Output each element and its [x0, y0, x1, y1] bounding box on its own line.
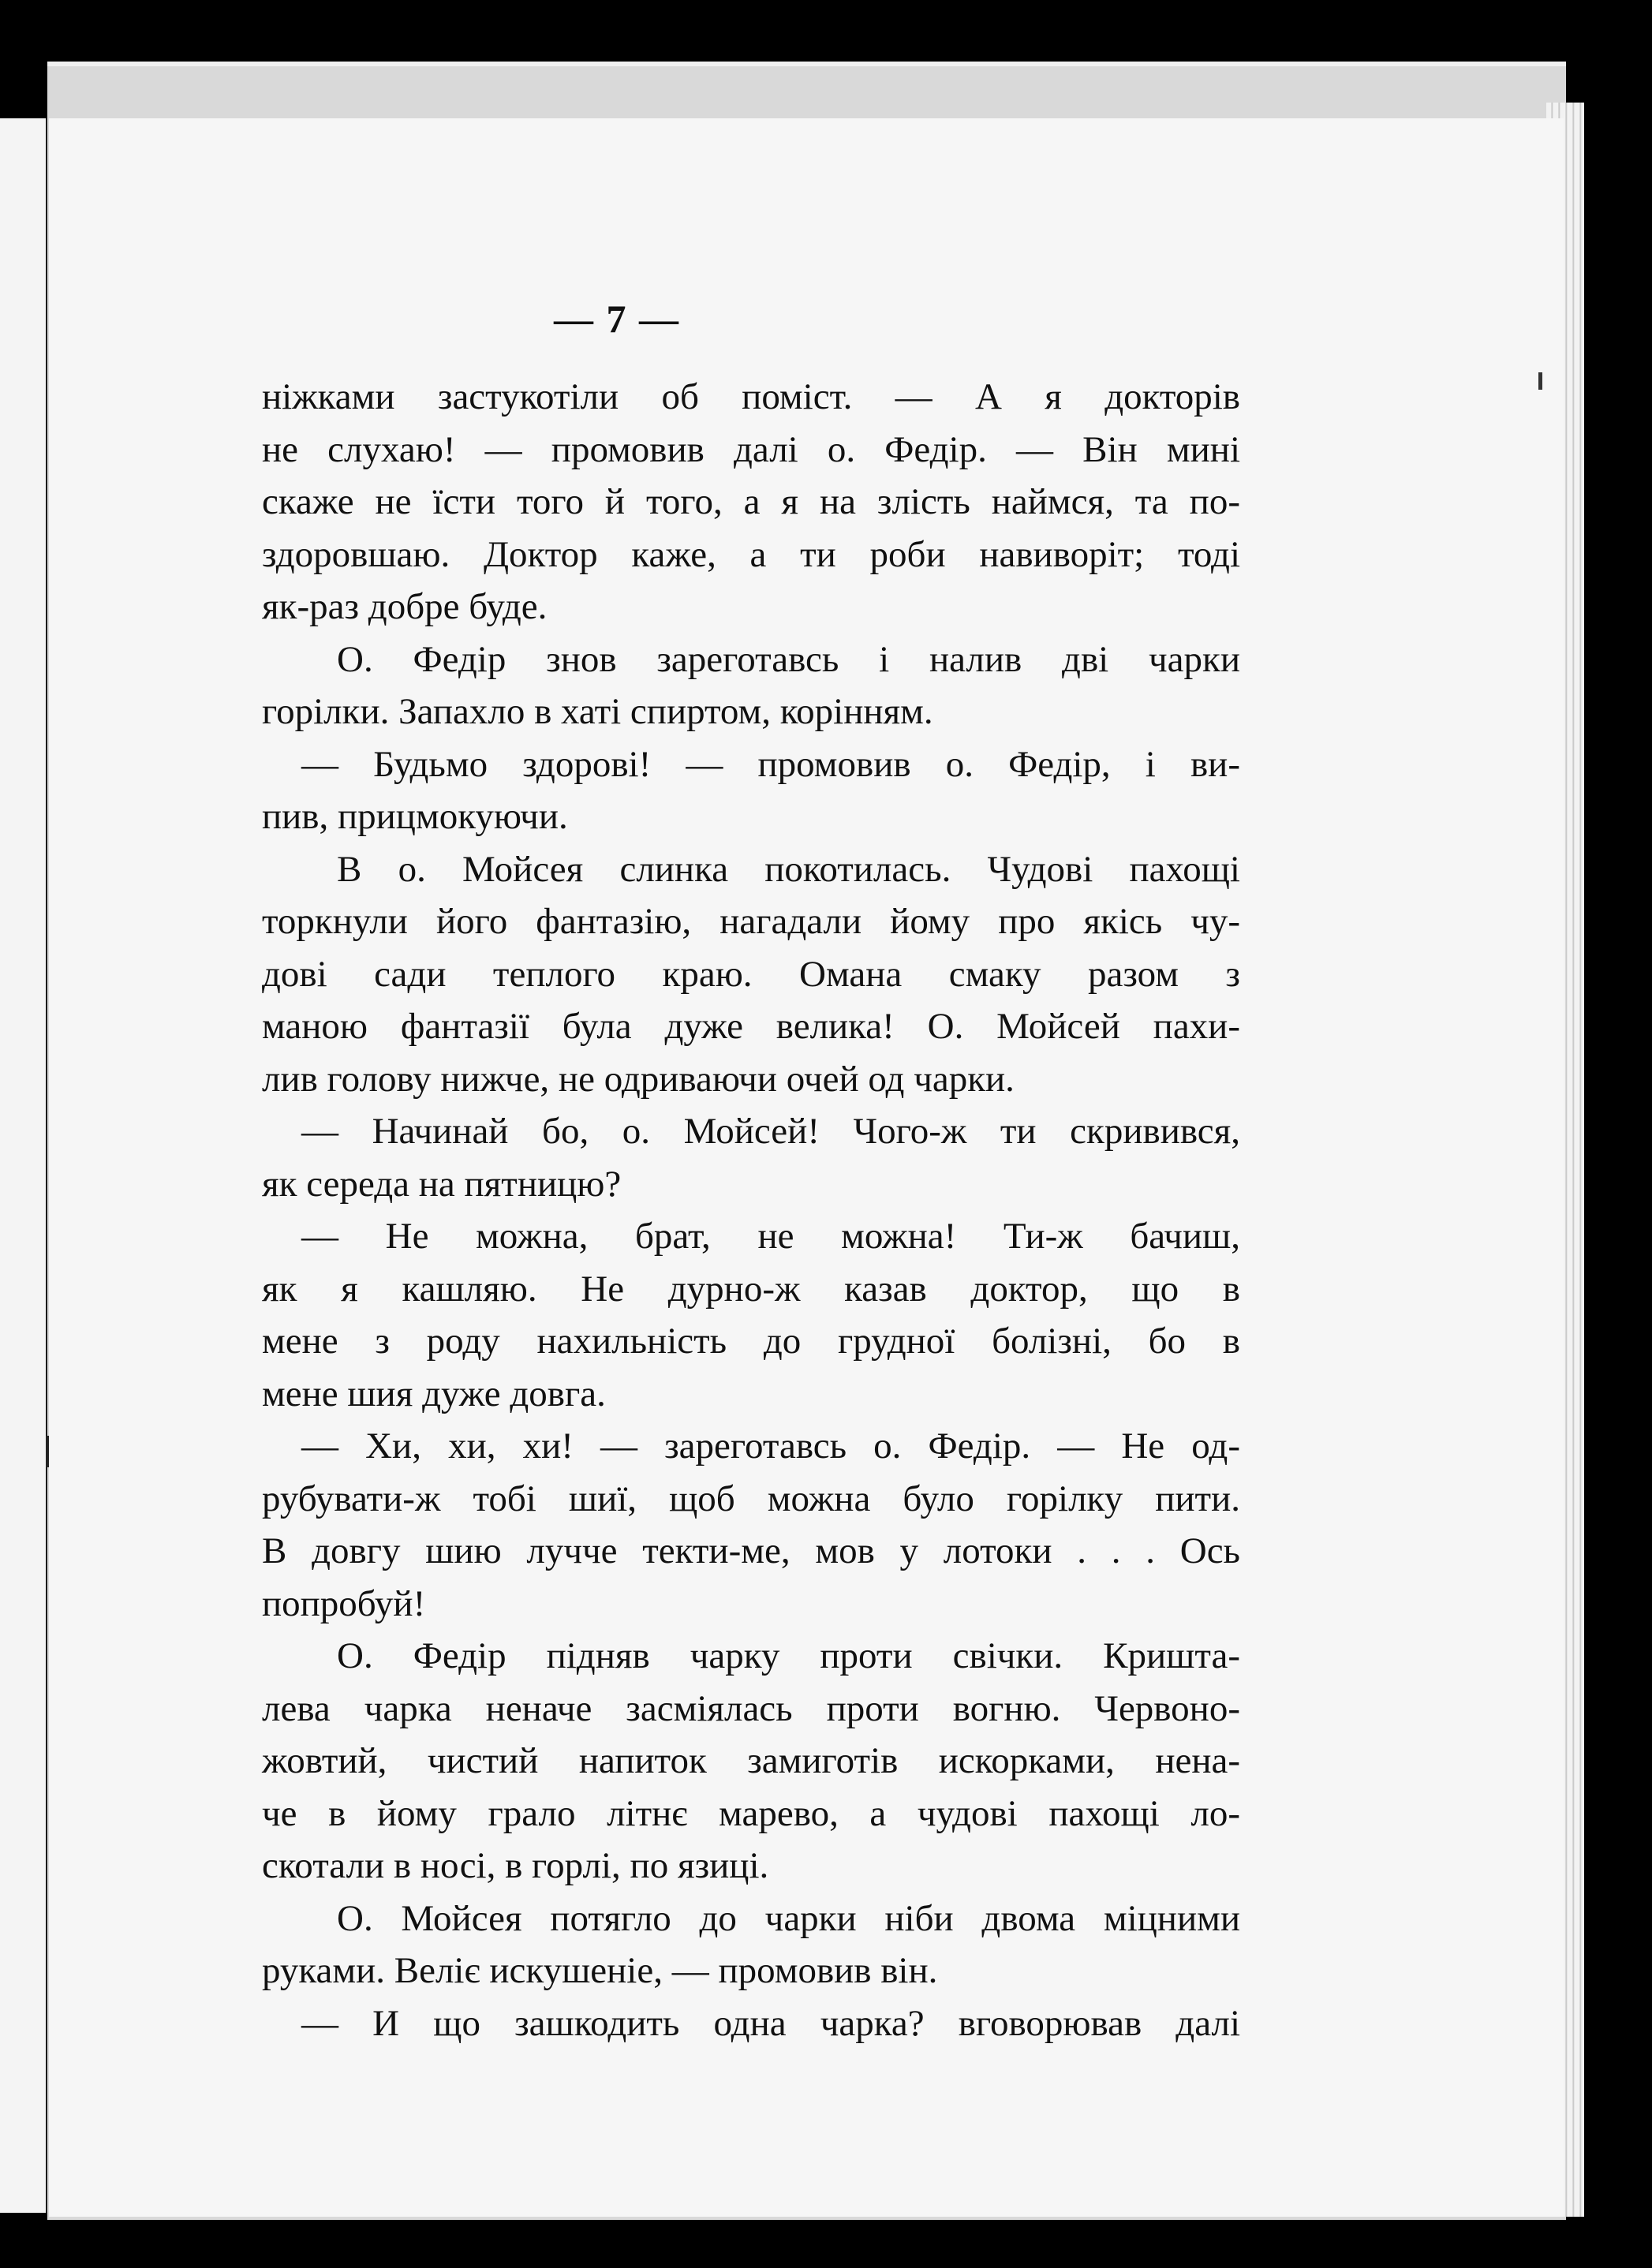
text-line: як-раз добре буде. — [262, 586, 548, 627]
text-line: не слухаю! — промовив далі о. Федір. — Він мині — [262, 428, 1240, 470]
text-line: торкнули його фантазію, нагадали йому про якісь чу- — [262, 901, 1240, 942]
text-line: руками. Веліє искушеніе, — промовив він. — [262, 1950, 938, 1991]
text-line: че в йому грало літнє марево, а чудові пахощі ло- — [262, 1792, 1240, 1834]
text-line: — Не можна, брат, не можна! Ти-ж бачиш, — [301, 1216, 1240, 1257]
body-text — [262, 371, 1240, 2049]
text-line: В довгу шию лучче текти-ме, мов у лотоки . . . Ось — [262, 1530, 1240, 1571]
text-line: О. Мойсея потягло до чарки ніби двома міцними — [337, 1897, 1240, 1939]
text-line: лева чарка неначе засміялась проти вогню. Червоно- — [262, 1687, 1240, 1729]
text-line: В о. Мойсея слинка покотилась. Чудові пахощі — [337, 848, 1240, 890]
text-line: як середа на пятницю? — [262, 1163, 622, 1205]
text-line: скотали в носі, в горлі, по язиці. — [262, 1845, 769, 1886]
text-line: — И що зашкодить одна чарка? вговорював далі — [301, 2002, 1240, 2044]
page-speck — [1538, 372, 1542, 390]
text-line: — Будьмо здорові! — промовив о. Федір, і ви- — [301, 743, 1240, 785]
text-line: дові сади теплого краю. Омана смаку разом з — [262, 953, 1240, 995]
text-line: як я кашляю. Не дурно-ж казав доктор, що в — [262, 1268, 1240, 1310]
text-line: скаже не їсти того й того, а я на злість наймся, та по- — [262, 481, 1240, 522]
text-line: пив, прицмокуючи. — [262, 796, 568, 837]
text-line: маною фантазії була дуже велика! О. Мойсей пахи- — [262, 1006, 1240, 1047]
text-line: мене шия дуже довга. — [262, 1373, 606, 1414]
text-line: О. Федір підняв чарку проти свічки. Кришта- — [337, 1635, 1240, 1676]
text-line: — Хи, хи, хи! — зареготавсь о. Федір. — Не од- — [301, 1425, 1240, 1467]
text-line: попробуй! — [262, 1582, 426, 1624]
text-line: ніжками застукотіли об поміст. — А я докторів — [262, 376, 1240, 417]
book-page — [49, 118, 1564, 2217]
page-number: — 7 — — [554, 297, 680, 341]
text-line: горілки. Запахло в хаті спиртом, корінням. — [262, 691, 933, 732]
text-line: лив голову нижче, не одриваючи очей од чарки. — [262, 1058, 1015, 1100]
text-line: О. Федір знов зареготавсь і налив дві чарки — [337, 638, 1240, 680]
text-line: здоровшаю. Доктор каже, а ти роби навиворіт; тоді — [262, 533, 1240, 575]
text-line: рубувати-ж тобі шиї, щоб можна було горілку пити. — [262, 1478, 1240, 1519]
text-line: жовтий, чистий напиток замиготів искорками, нена- — [262, 1740, 1240, 1781]
text-line: мене з роду нахильність до грудної болізні, бо в — [262, 1321, 1240, 1362]
text-line: — Начинай бо, о. Мойсей! Чого-ж ти скривився, — [301, 1111, 1240, 1152]
left-page-edge — [0, 118, 49, 2213]
